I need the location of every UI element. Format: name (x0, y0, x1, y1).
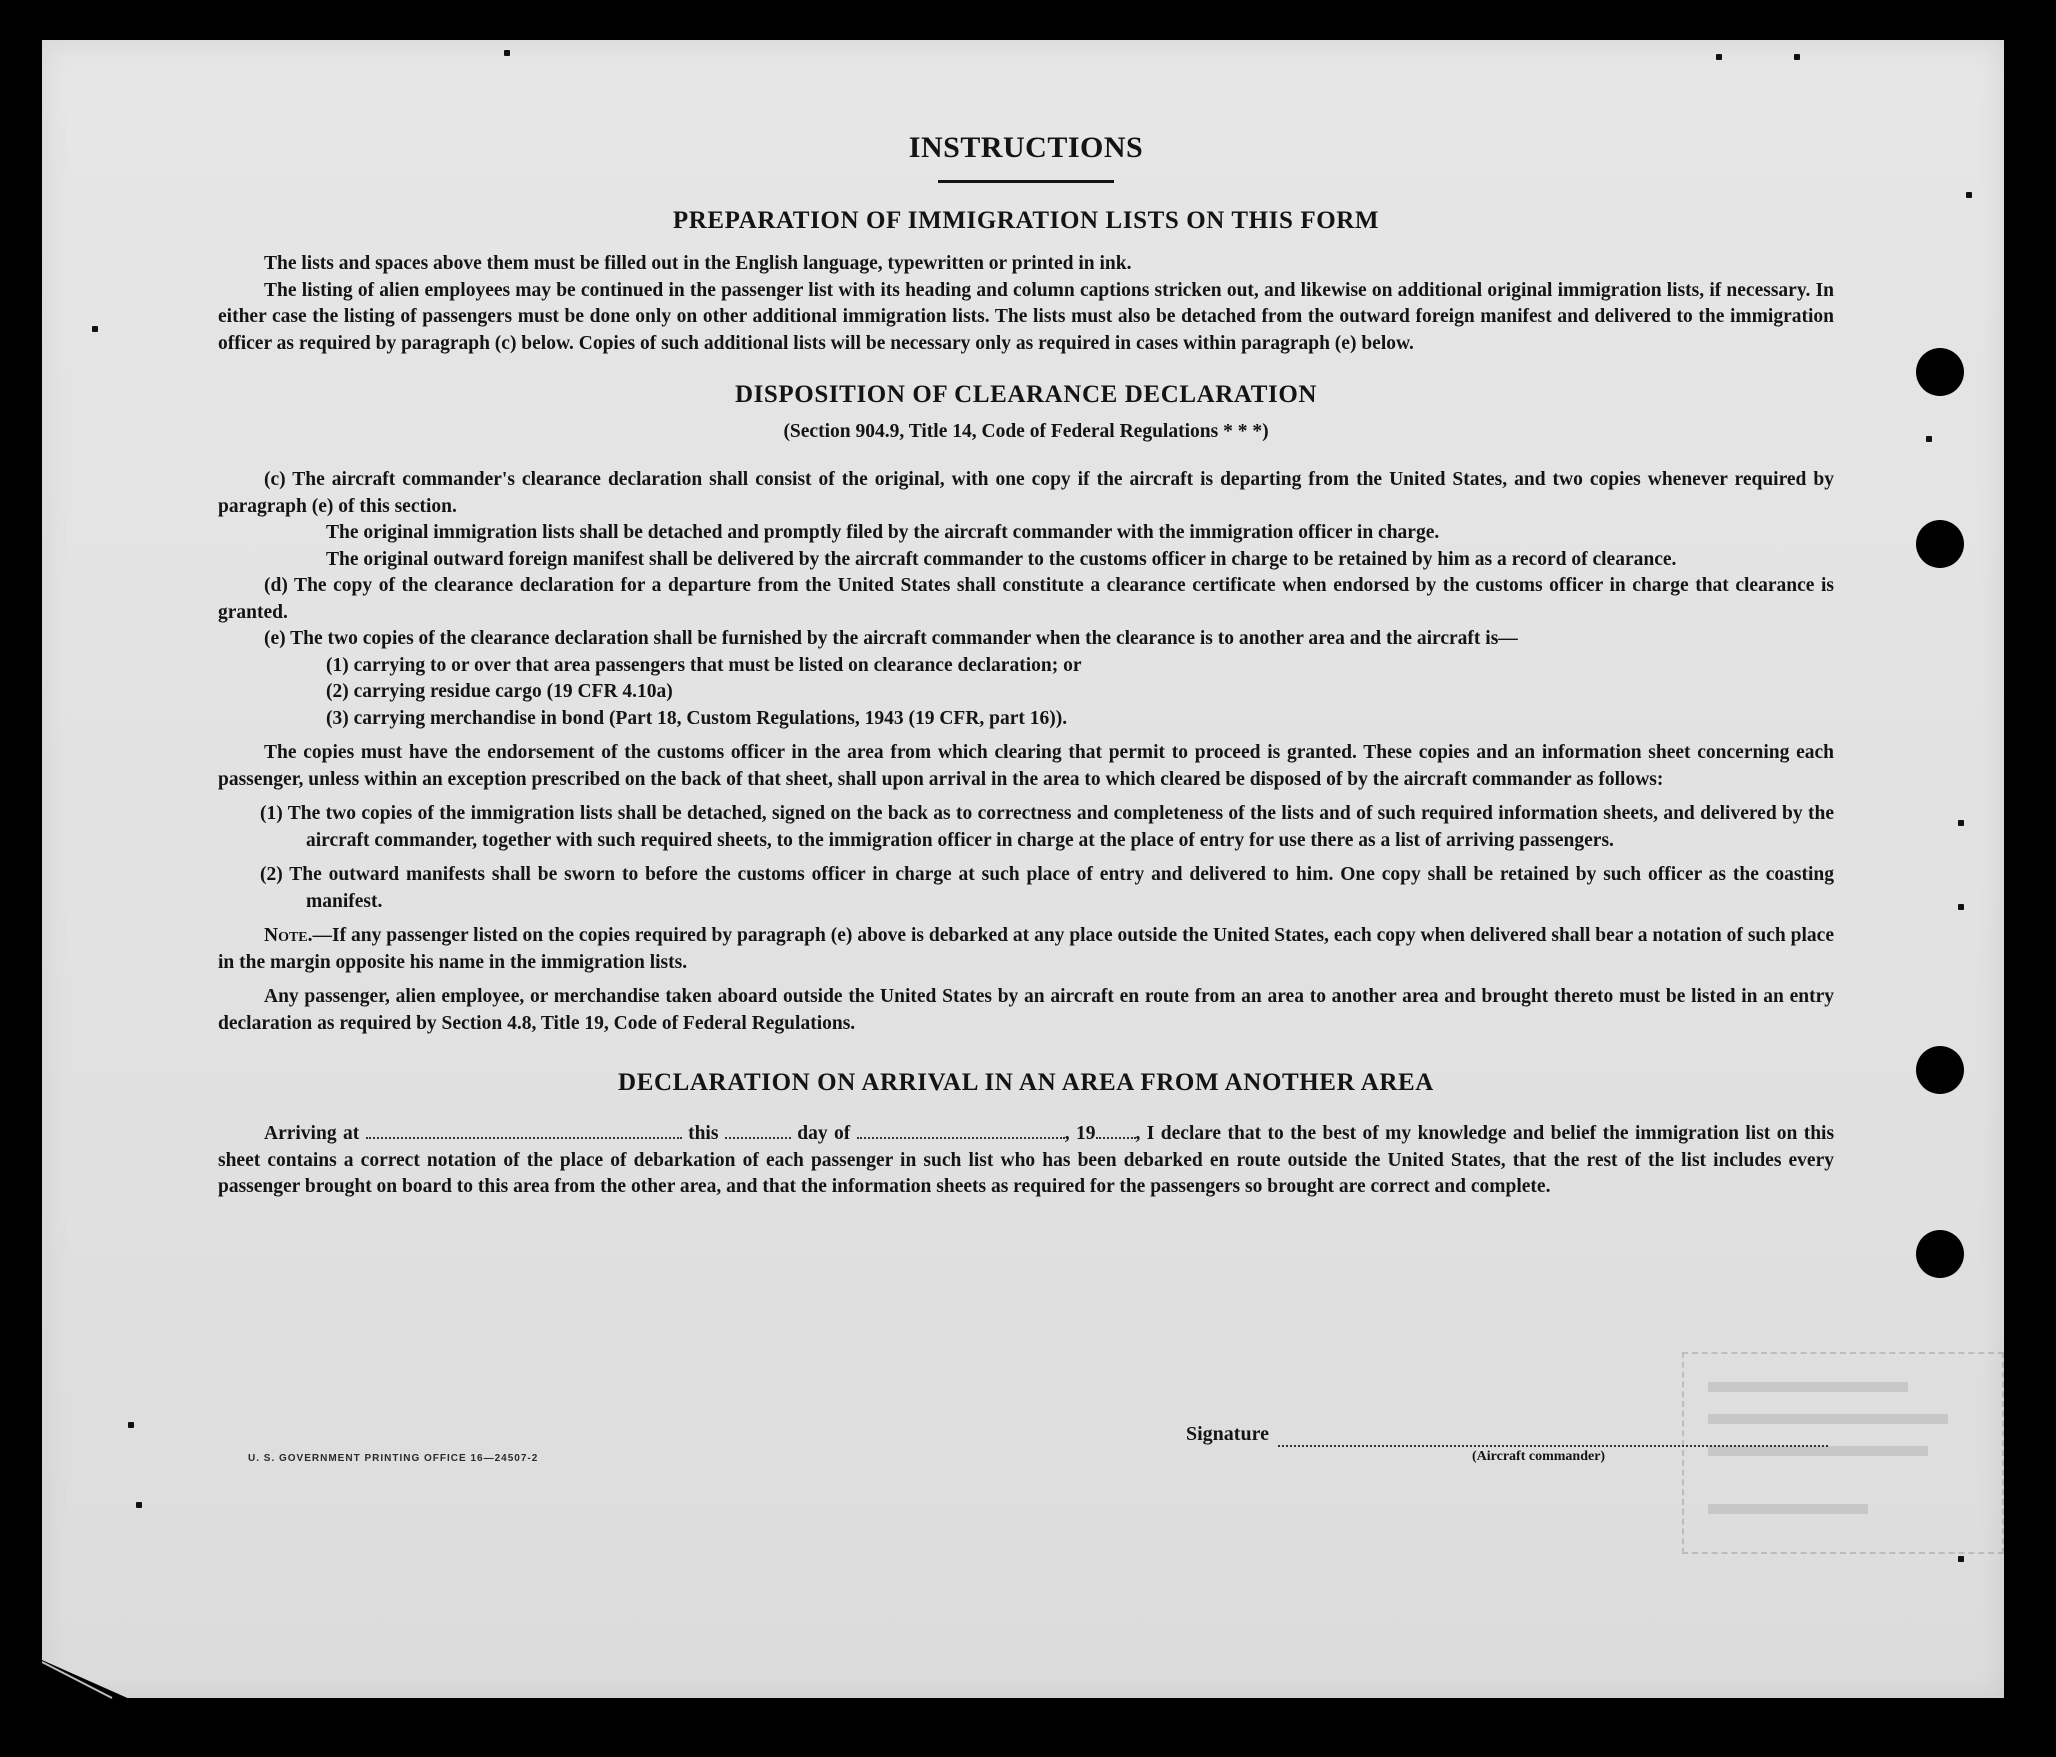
title-underline (938, 180, 1114, 183)
punch-hole-1 (1916, 348, 1964, 396)
paragraph-c: (c) The aircraft commander's clearance declaration shall consist of the original, with one copy if the aircraft is departing from the United States, and two copies whenever required by paragraph (e) of this section. (218, 469, 1834, 517)
paragraph-d: (d) The copy of the clearance declaration for a departure from the United States shall constitute a clearance certificate when endorsed by the customs officer in charge that clearance is granted. (218, 575, 1834, 623)
copies-paragraph: The copies must have the endorsement of the customs officer in the area from which clearing that permit to proceed is granted. These copies and an information sheet concerning each passenger, unless within an exception prescribed on the back of that sheet, shall upon arrival in the area to which cleared be disposed of by the aircraft commander as follows: (218, 742, 1834, 790)
preparation-paragraph-1: The lists and spaces above them must be filled out in the English language, typewritten or printed in ink. (264, 253, 1132, 274)
signature-label: Signature (1186, 1423, 1269, 1445)
disposition-reference: (Section 904.9, Title 14, Code of Federal Regulations * * *) (783, 421, 1269, 442)
note-label: Note. (264, 925, 313, 946)
signature-caption: (Aircraft commander) (1472, 1449, 1606, 1464)
arriving-at-label: Arriving at (264, 1123, 360, 1144)
printer-imprint: U. S. GOVERNMENT PRINTING OFFICE 16—24507-2 (248, 1453, 539, 1464)
arrival-heading: DECLARATION ON ARRIVAL IN AN AREA FROM ANOTHER AREA (618, 1069, 1434, 1096)
dispose-item-1: (1) The two copies of the immigration lists shall be detached, signed on the back as to correctness and completeness of the lists and of such required information sheets, and delivered by the aircraft commander, together with such required sheets, to the immigration officer in charge at the place of entry for use there as a list of arriving passengers. (260, 803, 1834, 851)
any-passenger-paragraph: Any passenger, alien employee, or merchandise taken aboard outside the United States by an aircraft en route from an area to another area and brought thereto must be listed in an entry declaration as required by Section 4.8, Title 19, Code of Federal Regulations. (218, 986, 1834, 1034)
arrival-day-field[interactable] (725, 1119, 791, 1139)
arrival-place-field[interactable] (366, 1119, 682, 1139)
year-prefix: 19 (1076, 1123, 1096, 1144)
paragraph-e-item-1: (1) carrying to or over that area passengers that must be listed on clearance declaration; or (326, 654, 1082, 676)
arrival-declaration: Arriving at this day of , 19 , I declare that to the best of my knowledge and belief the immigration list on this sheet contains a correct notation of the place of debarkation of each passenger in such list who has been debarked en route outside the United States, that the rest of the list includes every passenger brought on board to this area from the other area, and that the information sheets as required for the passengers so brought are correct and complete. (218, 1119, 1834, 1201)
preparation-heading: PREPARATION OF IMMIGRATION LISTS ON THIS FORM (672, 207, 1380, 234)
dispose-item-2: (2) The outward manifests shall be sworn to before the customs officer in charge at such place of entry and delivered to him. One copy shall be retained by such officer as the coasting manifest. (260, 864, 1834, 912)
speck (1926, 436, 1932, 442)
punch-hole-4 (1916, 1230, 1964, 1278)
paragraph-e-item-3: (3) carrying merchandise in bond (Part 18, Custom Regulations, 1943 (19 CFR, part 16)). (326, 707, 1068, 729)
disposition-heading: DISPOSITION OF CLEARANCE DECLARATION (734, 381, 1318, 408)
speck (1966, 192, 1972, 198)
arrival-year-field[interactable] (1096, 1119, 1136, 1139)
this-label: this (688, 1123, 719, 1144)
speck (504, 50, 510, 56)
signature-field[interactable] (1278, 1445, 1828, 1447)
speck (1958, 820, 1964, 826)
speck (1794, 54, 1800, 60)
speck (1958, 904, 1964, 910)
speck (92, 326, 98, 332)
speck (1716, 54, 1722, 60)
paragraph-e: (e) The two copies of the clearance declaration shall be furnished by the aircraft commander when the clearance is to another area and the aircraft is— (264, 628, 1518, 649)
page-title: INSTRUCTIONS (908, 131, 1144, 164)
speck (136, 1502, 142, 1508)
arrival-month-field[interactable] (857, 1119, 1065, 1139)
speck (128, 1422, 134, 1428)
faint-stamp (1682, 1352, 2004, 1554)
signature-block (1186, 1423, 1836, 1464)
paragraph-c-manifest: The original outward foreign manifest shall be delivered by the aircraft commander to the customs officer in charge to be retained by him as a record of clearance. (326, 548, 1677, 570)
punch-hole-2 (1916, 520, 1964, 568)
note-paragraph (218, 923, 1834, 976)
day-of-label: day of (797, 1123, 851, 1144)
note-text: —If any passenger listed on the copies required by paragraph (e) above is debarked at any place outside the United States, each copy when delivered shall bear a notation of such place in the margin opposite his name in the immigration lists. (218, 925, 1834, 973)
preparation-paragraph-2: The listing of alien employees may be continued in the passenger list with its heading and column captions stricken out, and likewise on additional original immigration lists, if necessary. In either case the listing of passengers must be done only on other additional immigration lists. The lists must also be detached from the outward foreign manifest and delivered to the immigration officer as required by paragraph (c) below. Copies of such additional lists will be necessary only as required in cases within paragraph (e) below. (218, 279, 1834, 354)
arrival-declaration-text: , I declare that to the best of my knowledge and belief the immigration list on this sheet contains a correct notation of the place of debarkation of each passenger in such list who has been debarked en route outside the United States, that the rest of the list includes every passenger brought on board to this area from the other area, and that the information sheets as required for the passengers so brought are correct and complete. (218, 1123, 1835, 1197)
folded-corner (42, 1660, 132, 1700)
punch-hole-3 (1916, 1046, 1964, 1094)
paragraph-e-item-2: (2) carrying residue cargo (19 CFR 4.10a) (326, 681, 673, 702)
speck (1958, 1556, 1964, 1562)
paragraph-c-lists: The original immigration lists shall be detached and promptly filed by the aircraft commander with the immigration officer in charge. (326, 522, 1440, 543)
instructions-content (218, 130, 1834, 1201)
